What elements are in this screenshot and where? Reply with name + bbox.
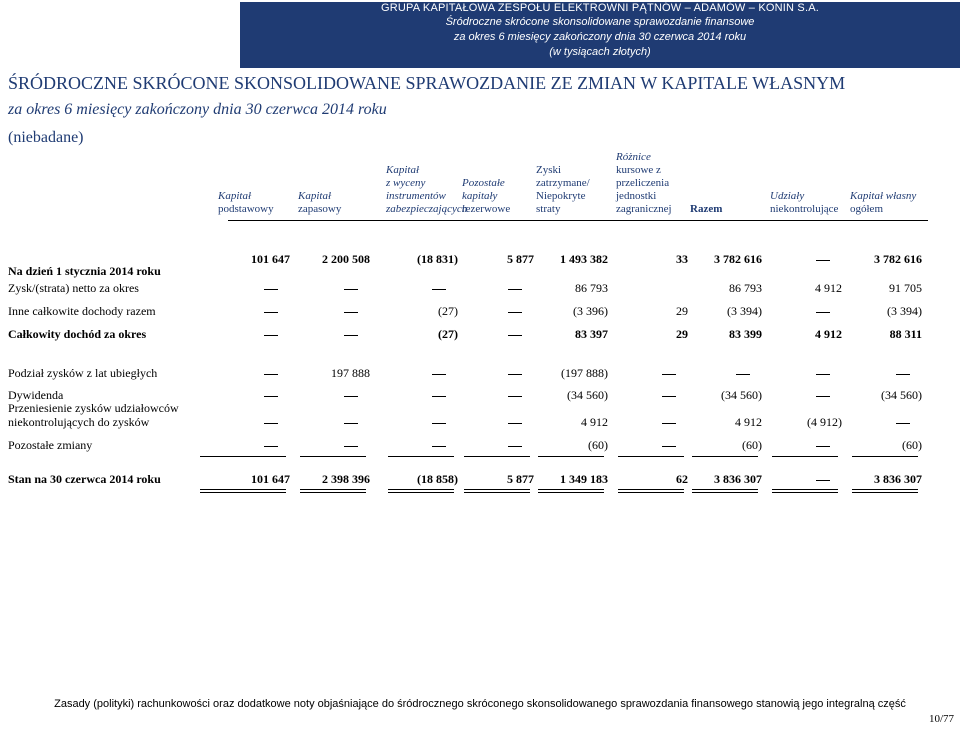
column-header-4 (462, 177, 546, 216)
column-header-line: zapasowy (298, 203, 342, 215)
table-cell (290, 415, 370, 430)
column-header-2 (298, 190, 382, 216)
table-row (8, 438, 948, 454)
total-underline (220, 456, 286, 457)
table-row (8, 304, 948, 320)
table-row (8, 252, 948, 278)
table-cell (378, 281, 458, 296)
total-underline (852, 489, 918, 490)
table-cell: (197 888) (561, 366, 608, 380)
table-cell: 83 399 (729, 327, 762, 341)
table-cell: 4 912 (581, 415, 608, 429)
table-cell: 3 836 307 (874, 472, 922, 486)
column-header-line: Pozostałe (462, 177, 505, 189)
total-underline (464, 489, 530, 490)
table-cell: 86 793 (729, 281, 762, 295)
total-underline (300, 489, 366, 490)
table-row (8, 472, 948, 488)
total-underline (388, 456, 454, 457)
unaudited-note: (niebadane) (8, 129, 84, 146)
label-underline (200, 456, 226, 457)
row-label: Dywidenda (8, 388, 64, 402)
total-underline (692, 492, 758, 493)
table-cell: 29 (676, 304, 688, 318)
table-cell: 197 888 (331, 366, 370, 380)
table-row (8, 401, 948, 429)
table-cell (290, 327, 370, 342)
column-header-line: rezerwowe (462, 203, 511, 215)
total-underline (464, 492, 530, 493)
column-header-line: instrumentów (386, 190, 446, 202)
column-header-line: Kapitał własny (850, 190, 917, 202)
column-header-line: Zyski (536, 164, 562, 176)
column-header-1 (218, 190, 302, 216)
column-header-line: Niepokryte (536, 190, 586, 202)
table-cell (210, 304, 290, 319)
column-header-7 (690, 203, 774, 216)
column-header-9 (850, 190, 934, 216)
column-header-line: podstawowy (218, 203, 274, 215)
table-cell (210, 388, 290, 403)
table-cell: 5 877 (507, 252, 534, 266)
header-rule (228, 220, 928, 221)
table-cell: 62 (676, 472, 688, 486)
total-underline (852, 492, 918, 493)
table-cell (454, 438, 534, 453)
table-cell: 4 912 (815, 327, 842, 341)
row-label: Inne całkowite dochody razem (8, 304, 156, 318)
total-underline (852, 456, 918, 457)
row-label: Stan na 30 czerwca 2014 roku (8, 472, 161, 486)
total-underline (692, 489, 758, 490)
table-cell (454, 366, 534, 381)
total-underline (220, 492, 286, 493)
row-label: Zysk/(strata) netto za okres (8, 281, 139, 295)
total-underline (464, 456, 530, 457)
row-label: Przeniesienie zysków udziałowców (8, 401, 179, 415)
row-label-continued: niekontrolujących do zysków (8, 415, 150, 429)
table-cell (762, 388, 842, 403)
table-cell (762, 472, 842, 487)
column-header-line: ogółem (850, 203, 883, 215)
column-header-line: Kapitał (298, 190, 332, 202)
statement-subtitle: za okres 6 miesięcy zakończony dnia 30 czerwca 2014 roku (8, 101, 387, 118)
column-header-line: kursowe z (616, 164, 661, 176)
table-cell (290, 388, 370, 403)
table-cell (682, 366, 762, 381)
table-cell: (34 560) (721, 388, 762, 402)
table-cell: 3 836 307 (714, 472, 762, 486)
table-cell: (60) (588, 438, 608, 452)
total-underline (300, 456, 366, 457)
table-cell (762, 252, 842, 267)
table-row (8, 366, 948, 382)
table-cell (842, 415, 922, 430)
table-cell: 3 782 616 (714, 252, 762, 266)
table-cell (762, 438, 842, 453)
table-cell: (18 831) (417, 252, 458, 266)
table-cell (210, 327, 290, 342)
table-cell: 3 782 616 (874, 252, 922, 266)
column-header-line: zagranicznej (616, 203, 672, 215)
table-cell (842, 366, 922, 381)
header-period: za okres 6 miesięcy zakończony dnia 30 czerwca 2014 roku (453, 31, 747, 43)
table-cell: 86 793 (575, 281, 608, 295)
table-cell: 29 (676, 327, 688, 341)
column-header-line: z wyceny (386, 177, 426, 189)
total-underline (220, 489, 286, 490)
total-underline (772, 489, 838, 490)
column-header-line: Udziały (770, 190, 805, 202)
table-cell: 91 705 (889, 281, 922, 295)
table-cell: 4 912 (815, 281, 842, 295)
total-underline (692, 456, 758, 457)
column-header-line: Kapitał (218, 190, 252, 202)
page-number: 10/77 (928, 713, 954, 725)
table-cell (210, 438, 290, 453)
table-cell: (3 394) (887, 304, 922, 318)
column-header-3 (386, 164, 470, 216)
table-cell: (3 396) (573, 304, 608, 318)
table-cell (454, 327, 534, 342)
table-cell: 101 647 (251, 472, 290, 486)
total-underline (772, 456, 838, 457)
label-underline (200, 492, 226, 493)
table-cell: (27) (438, 327, 458, 341)
row-label: Podział zysków z lat ubiegłych (8, 366, 158, 380)
table-cell (608, 388, 688, 403)
table-cell (210, 366, 290, 381)
column-header-5 (536, 164, 620, 216)
table-cell (290, 281, 370, 296)
total-underline (388, 492, 454, 493)
table-cell: 1 493 382 (560, 252, 608, 266)
table-cell: 5 877 (507, 472, 534, 486)
table-cell: (18 858) (417, 472, 458, 486)
table-cell (762, 304, 842, 319)
column-header-line: zatrzymane/ (536, 177, 590, 189)
table-cell (608, 415, 688, 430)
table-cell (210, 415, 290, 430)
table-cell (454, 281, 534, 296)
total-underline (538, 456, 604, 457)
table-row (8, 327, 948, 343)
column-header-8 (770, 190, 854, 216)
column-header-6 (616, 151, 700, 216)
column-header-line: zabezpieczających (386, 203, 468, 215)
table-cell: (34 560) (567, 388, 608, 402)
table-cell (454, 304, 534, 319)
table-cell (378, 366, 458, 381)
footer-note: Zasady (polityki) rachunkowości oraz dodatkowe noty objaśniające do śródrocznego skróconego skonsolidowanego sprawozdania finansowego stanowią jego integralną część (54, 698, 906, 710)
table-cell: 4 912 (735, 415, 762, 429)
table-cell (210, 281, 290, 296)
column-header-line: kapitały (462, 190, 498, 202)
table-cell (378, 438, 458, 453)
table-cell (290, 438, 370, 453)
table-cell: (27) (438, 304, 458, 318)
total-underline (772, 492, 838, 493)
table-cell: (3 394) (727, 304, 762, 318)
table-cell: (60) (742, 438, 762, 452)
total-underline (618, 492, 684, 493)
table-cell (454, 388, 534, 403)
table-cell (290, 304, 370, 319)
total-underline (538, 489, 604, 490)
table-row (8, 281, 948, 297)
row-label: Na dzień 1 stycznia 2014 roku (8, 264, 161, 278)
table-cell: 2 200 508 (322, 252, 370, 266)
column-header-line: niekontrolujące (770, 203, 839, 215)
table-cell: 101 647 (251, 252, 290, 266)
table-cell: (34 560) (881, 388, 922, 402)
table-cell (608, 438, 688, 453)
column-header-line: przeliczenia (616, 177, 670, 189)
row-label: Pozostałe zmiany (8, 438, 93, 452)
total-underline (300, 492, 366, 493)
table-cell: (4 912) (807, 415, 842, 429)
column-header-line: straty (536, 203, 561, 215)
header-report: Śródroczne skrócone skonsolidowane sprawozdanie finansowe (445, 16, 755, 28)
total-underline (618, 456, 684, 457)
total-underline (388, 489, 454, 490)
column-header-line: Razem (690, 203, 723, 215)
table-cell: 33 (676, 252, 688, 266)
table-cell: (60) (902, 438, 922, 452)
header-units: (w tysiącach złotych) (549, 46, 651, 58)
column-header-line: Różnice (616, 151, 651, 163)
table-cell (608, 366, 688, 381)
table-cell: 88 311 (889, 327, 922, 341)
table-cell (454, 415, 534, 430)
total-underline (618, 489, 684, 490)
table-cell (378, 388, 458, 403)
table-cell (378, 415, 458, 430)
statement-title: ŚRÓDROCZNE SKRÓCONE SKONSOLIDOWANE SPRAWOZDANIE ZE ZMIAN W KAPITALE WŁASNYM (8, 73, 846, 93)
column-header-line: Kapitał (386, 164, 420, 176)
total-underline (538, 492, 604, 493)
column-header-line: jednostki (616, 190, 657, 202)
table-cell: 1 349 183 (560, 472, 608, 486)
label-underline (200, 489, 226, 490)
table-cell (762, 366, 842, 381)
table-cell: 2 398 396 (322, 472, 370, 486)
table-cell: 83 397 (575, 327, 608, 341)
header-company: GRUPA KAPITAŁOWA ZESPOŁU ELEKTROWNI PĄTNÓW – ADAMÓW – KONIN S.A. (380, 2, 819, 14)
row-label: Całkowity dochód za okres (8, 327, 147, 341)
